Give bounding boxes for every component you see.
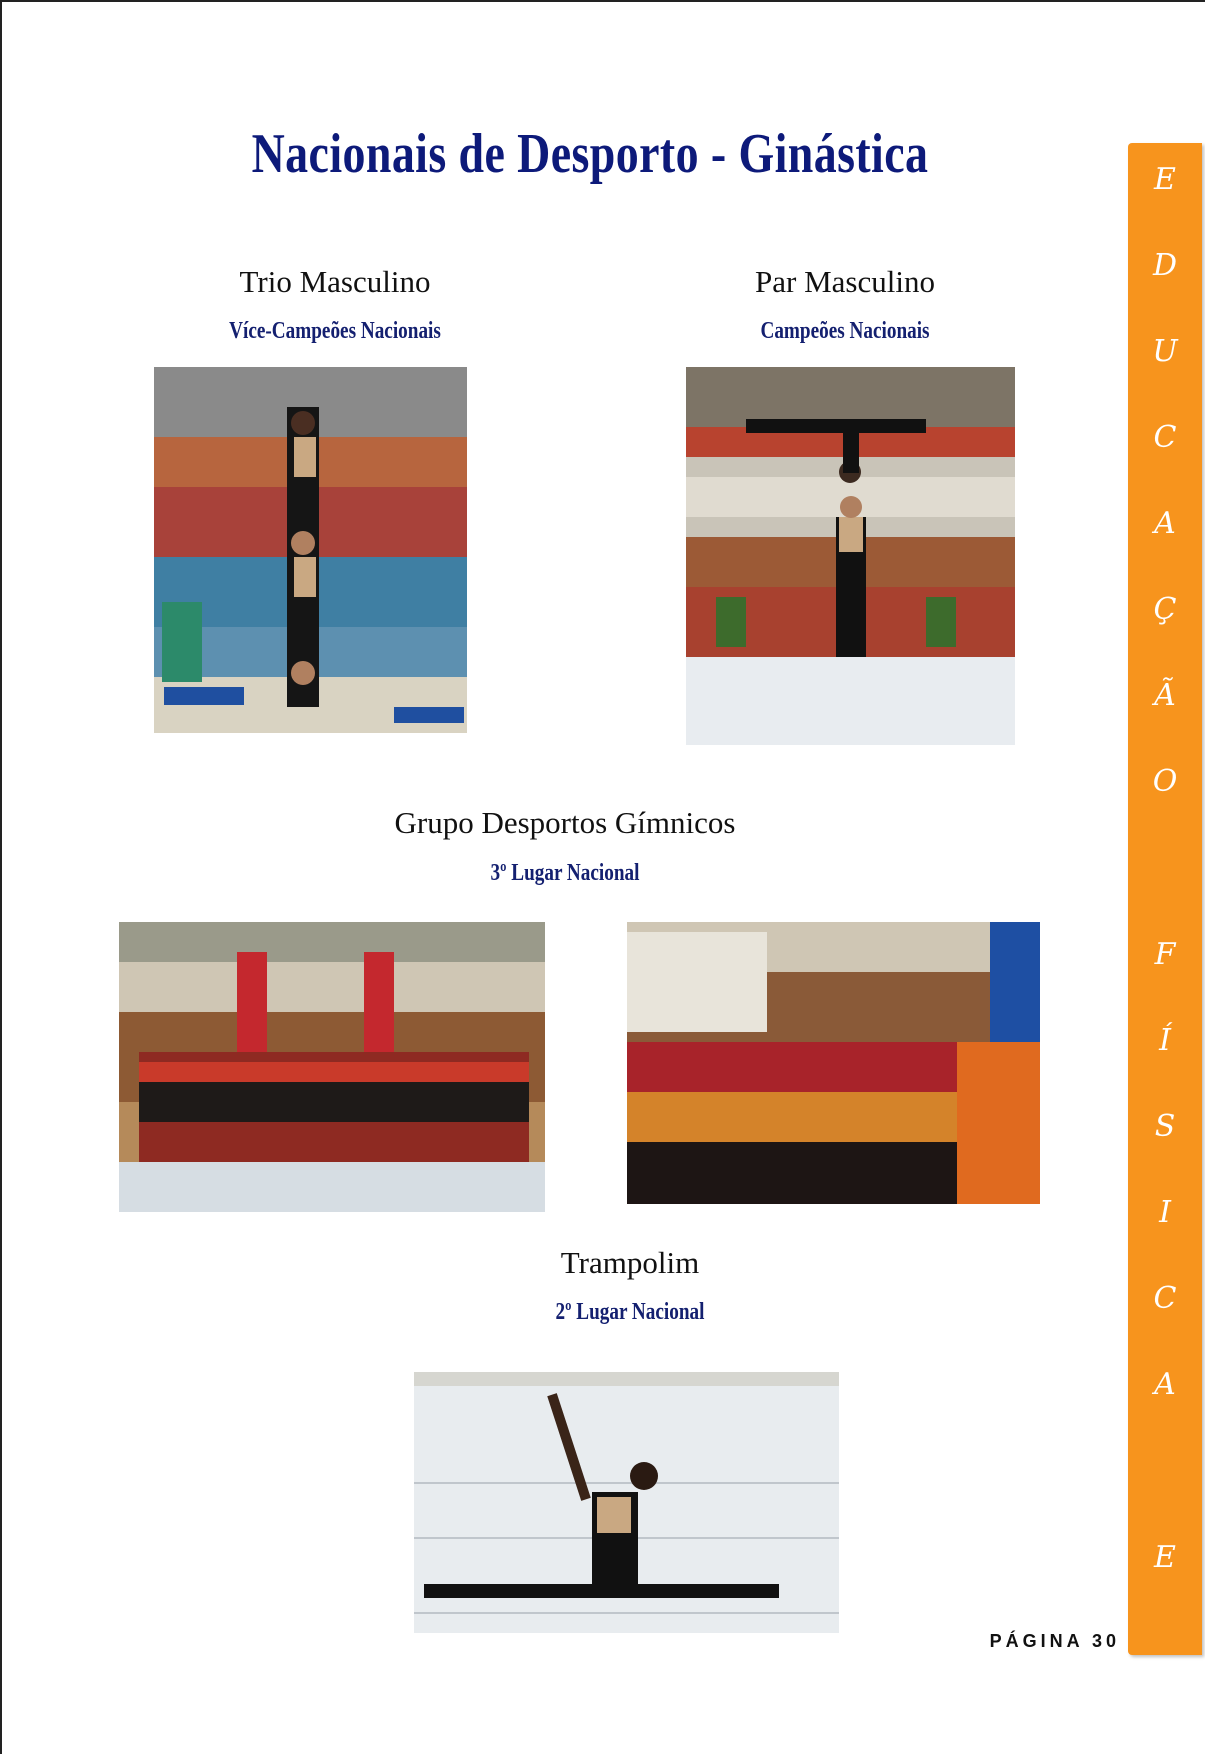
sidebar-letter: E <box>1154 162 1176 197</box>
sidebar-letter: O <box>1152 764 1178 799</box>
page-number: PÁGINA 30 <box>989 1631 1120 1651</box>
sidebar-letter: Ã <box>1154 678 1176 713</box>
trio-photo <box>154 367 467 733</box>
grupo-heading: Grupo Desportos Gímnicos <box>394 805 736 840</box>
sidebar-letter: F <box>1154 937 1176 972</box>
par-subheading: Campeões Nacionais <box>760 318 930 344</box>
grupo-photo-right <box>627 922 1040 1204</box>
sidebar-letter: S <box>1154 1109 1176 1144</box>
sidebar-letter: Í <box>1159 1023 1171 1058</box>
sidebar-educacao-fisica <box>1128 143 1202 1655</box>
trampolim-subheading: 2º Lugar Nacional <box>555 1299 705 1325</box>
grupo-subheading: 3º Lugar Nacional <box>490 860 640 886</box>
sidebar-letter: U <box>1152 334 1178 369</box>
sidebar-letter: I <box>1159 1195 1171 1230</box>
trio-heading: Trio Masculino <box>239 264 431 299</box>
trio-subheading: Více-Campeões Nacionais <box>229 318 441 344</box>
sidebar-letter: Ç <box>1153 592 1177 627</box>
par-heading: Par Masculino <box>755 264 935 299</box>
grupo-photo-left <box>119 922 545 1212</box>
sidebar-letter: A <box>1154 506 1176 541</box>
page-title: Nacionais de Desporto - Ginástica <box>251 123 929 185</box>
trampolim-photo <box>414 1372 839 1633</box>
sidebar-letter: E <box>1154 1540 1176 1575</box>
sidebar-letter: C <box>1153 420 1177 455</box>
trampolim-heading: Trampolim <box>560 1245 700 1280</box>
sidebar-letter: C <box>1153 1281 1177 1316</box>
sidebar-letter: D <box>1152 248 1178 283</box>
sidebar-letter: A <box>1154 1367 1176 1402</box>
par-photo <box>686 367 1015 745</box>
